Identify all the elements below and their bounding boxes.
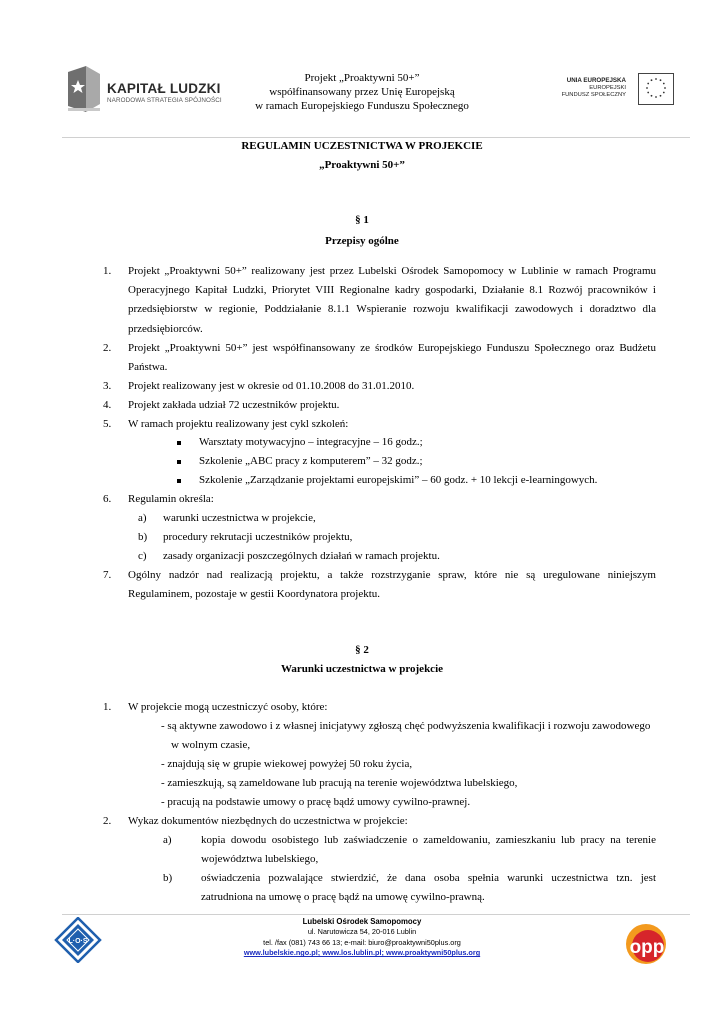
kapital-ludzki-logo bbox=[64, 66, 224, 118]
training-item: Szkolenie „Zarządzanie projektami europejskimi” – 60 godz. + 10 lekcji e-learningowych. bbox=[199, 474, 598, 486]
sublist-letter: b) bbox=[138, 531, 148, 543]
eu-logo-line2: EUROPEJSKI bbox=[589, 84, 626, 91]
list-number: 1. bbox=[103, 701, 112, 713]
eu-logo-line3: FUNDUSZ SPOŁECZNY bbox=[561, 92, 626, 99]
list-item: Ogólny nadzór nad realizacją projektu, a także rozstrzyganie spraw, które nie są uregulowane niniejszym Regulaminem, pozostaje w gestii Koordynatora projektu. bbox=[128, 569, 656, 601]
sublist-letter: a) bbox=[163, 834, 172, 846]
training-item: Szkolenie „ABC pracy z komputerem” – 32 godz.; bbox=[199, 455, 423, 467]
kapital-ludzki-title: KAPITAŁ LUDZKI bbox=[107, 81, 221, 96]
list-number: 2. bbox=[103, 342, 112, 354]
square-bullet-icon bbox=[177, 479, 181, 483]
header-line: w ramach Europejskiego Funduszu Społecznego bbox=[255, 100, 469, 112]
eu-logo-line1: UNIA EUROPEJSKA bbox=[566, 77, 626, 84]
organization-contact: tel. /fax (081) 743 66 13; e-mail: biuro@proaktywni50plus.org bbox=[263, 937, 461, 947]
organization-name: Lubelski Ośrodek Samopomocy bbox=[302, 917, 422, 926]
header-line: Projekt „Proaktywni 50+” bbox=[304, 72, 420, 84]
organization-links[interactable]: www.lubelskie.ngo.pl; www.los.lublin.pl; www.proaktywni50plus.org bbox=[243, 948, 481, 958]
header-divider bbox=[62, 137, 690, 138]
document-subtitle: „Proaktywni 50+” bbox=[319, 159, 405, 171]
list-item: Projekt „Proaktywni 50+” realizowany jest przez Lubelski Ośrodek Samopomocy w Lublinie w ramach Programu Operacyjnego Kapitał Ludzki, Priorytet VIII Regionalne kadry gospodarki, Działanie 8.1 Rozwój pracowników i przedsiębiorstw w regionie, Poddziałanie 8.1.1 Wspieranie rozwoju kwalifikacji zawodowych i doradztwo dla przedsiębiorców. bbox=[128, 265, 656, 335]
list-item: W projekcie mogą uczestniczyć osoby, które: bbox=[128, 701, 328, 713]
scope-item: warunki uczestnictwa w projekcie, bbox=[163, 512, 316, 524]
condition-item: - zamieszkują, są zameldowane lub pracują na terenie województwa lubelskiego, bbox=[161, 777, 518, 789]
list-number: 6. bbox=[103, 493, 112, 505]
list-item: Regulamin określa: bbox=[128, 493, 214, 505]
page-footer bbox=[0, 905, 724, 1024]
scope-item: procedury rekrutacji uczestników projektu, bbox=[163, 531, 353, 543]
organization-address: ul. Narutowicza 54, 20-016 Lublin bbox=[307, 927, 417, 937]
header-line: współfinansowany przez Unię Europejską bbox=[269, 86, 455, 98]
section-1-number: § 1 bbox=[355, 214, 369, 226]
list-number: 2. bbox=[103, 815, 112, 827]
section-2-title: Warunki uczestnictwa w projekcie bbox=[280, 663, 444, 675]
eu-flag-icon bbox=[638, 73, 674, 105]
document-title: REGULAMIN UCZESTNICTWA W PROJEKCIE bbox=[241, 140, 483, 152]
list-item: Projekt realizowany jest w okresie od 01.10.2008 do 31.01.2010. bbox=[128, 380, 415, 392]
section-1-title: Przepisy ogólne bbox=[325, 235, 399, 247]
footer-contact bbox=[180, 917, 544, 959]
eu-logo bbox=[560, 73, 676, 107]
sublist-letter: b) bbox=[163, 872, 173, 884]
section-2-number: § 2 bbox=[355, 644, 369, 656]
project-header-text bbox=[230, 71, 494, 113]
document-item: kopia dowodu osobistego lub zaświadczenie o zameldowaniu, zamieszkaniu lub pracy na terenie województwa lubelskiego, bbox=[201, 834, 656, 866]
condition-item: - znajdują się w grupie wiekowej powyżej 50 roku życia, bbox=[161, 758, 413, 770]
list-item: Projekt „Proaktywni 50+” jest współfinansowany ze środków Europejskiego Funduszu Społecznego oraz Budżetu Państwa. bbox=[128, 342, 656, 374]
sublist-letter: c) bbox=[138, 550, 147, 562]
document-item: oświadczenia pozwalające stwierdzić, że dana osoba spełnia warunki uczestnictwa tzn. jest zatrudniona na umowę o pracę bądź na umowę cywilno-prawną. bbox=[201, 872, 656, 904]
opp-logo-text: opp bbox=[629, 937, 665, 958]
kapital-ludzki-emblem-icon bbox=[64, 66, 104, 118]
page-header bbox=[0, 0, 724, 137]
scope-item: zasady organizacji poszczególnych działań w ramach projektu. bbox=[163, 550, 440, 562]
kapital-ludzki-subtitle: NARODOWA STRATEGIA SPÓJNOŚCI bbox=[107, 97, 222, 104]
list-number: 4. bbox=[103, 399, 112, 411]
opp-logo-icon bbox=[620, 923, 672, 965]
eu-logo-text bbox=[562, 77, 626, 100]
list-number: 7. bbox=[103, 569, 112, 581]
condition-item: - są aktywne zawodowo i z własnej inicjatywy zgłoszą chęć podwyższenia kwalifikacji i rozwoju zawodowego bbox=[161, 720, 651, 732]
list-item: Wykaz dokumentów niezbędnych do uczestnictwa w projekcie: bbox=[128, 815, 408, 827]
list-number: 1. bbox=[103, 265, 112, 277]
condition-item: - pracują na podstawie umowy o pracę bądź umowy cywilno-prawnej. bbox=[161, 796, 471, 808]
training-item: Warsztaty motywacyjno – integracyjne – 16 godz.; bbox=[199, 436, 423, 448]
condition-item-continued: w wolnym czasie, bbox=[171, 739, 251, 751]
los-logo-icon bbox=[54, 917, 102, 963]
sublist-letter: a) bbox=[138, 512, 147, 524]
list-item: W ramach projektu realizowany jest cykl szkoleń: bbox=[128, 418, 349, 430]
list-number: 5. bbox=[103, 418, 112, 430]
list-item: Projekt zakłada udział 72 uczestników projektu. bbox=[128, 399, 340, 411]
los-logo-text: L·O·S bbox=[68, 938, 88, 945]
square-bullet-icon bbox=[177, 460, 181, 464]
list-number: 3. bbox=[103, 380, 112, 392]
square-bullet-icon bbox=[177, 441, 181, 445]
